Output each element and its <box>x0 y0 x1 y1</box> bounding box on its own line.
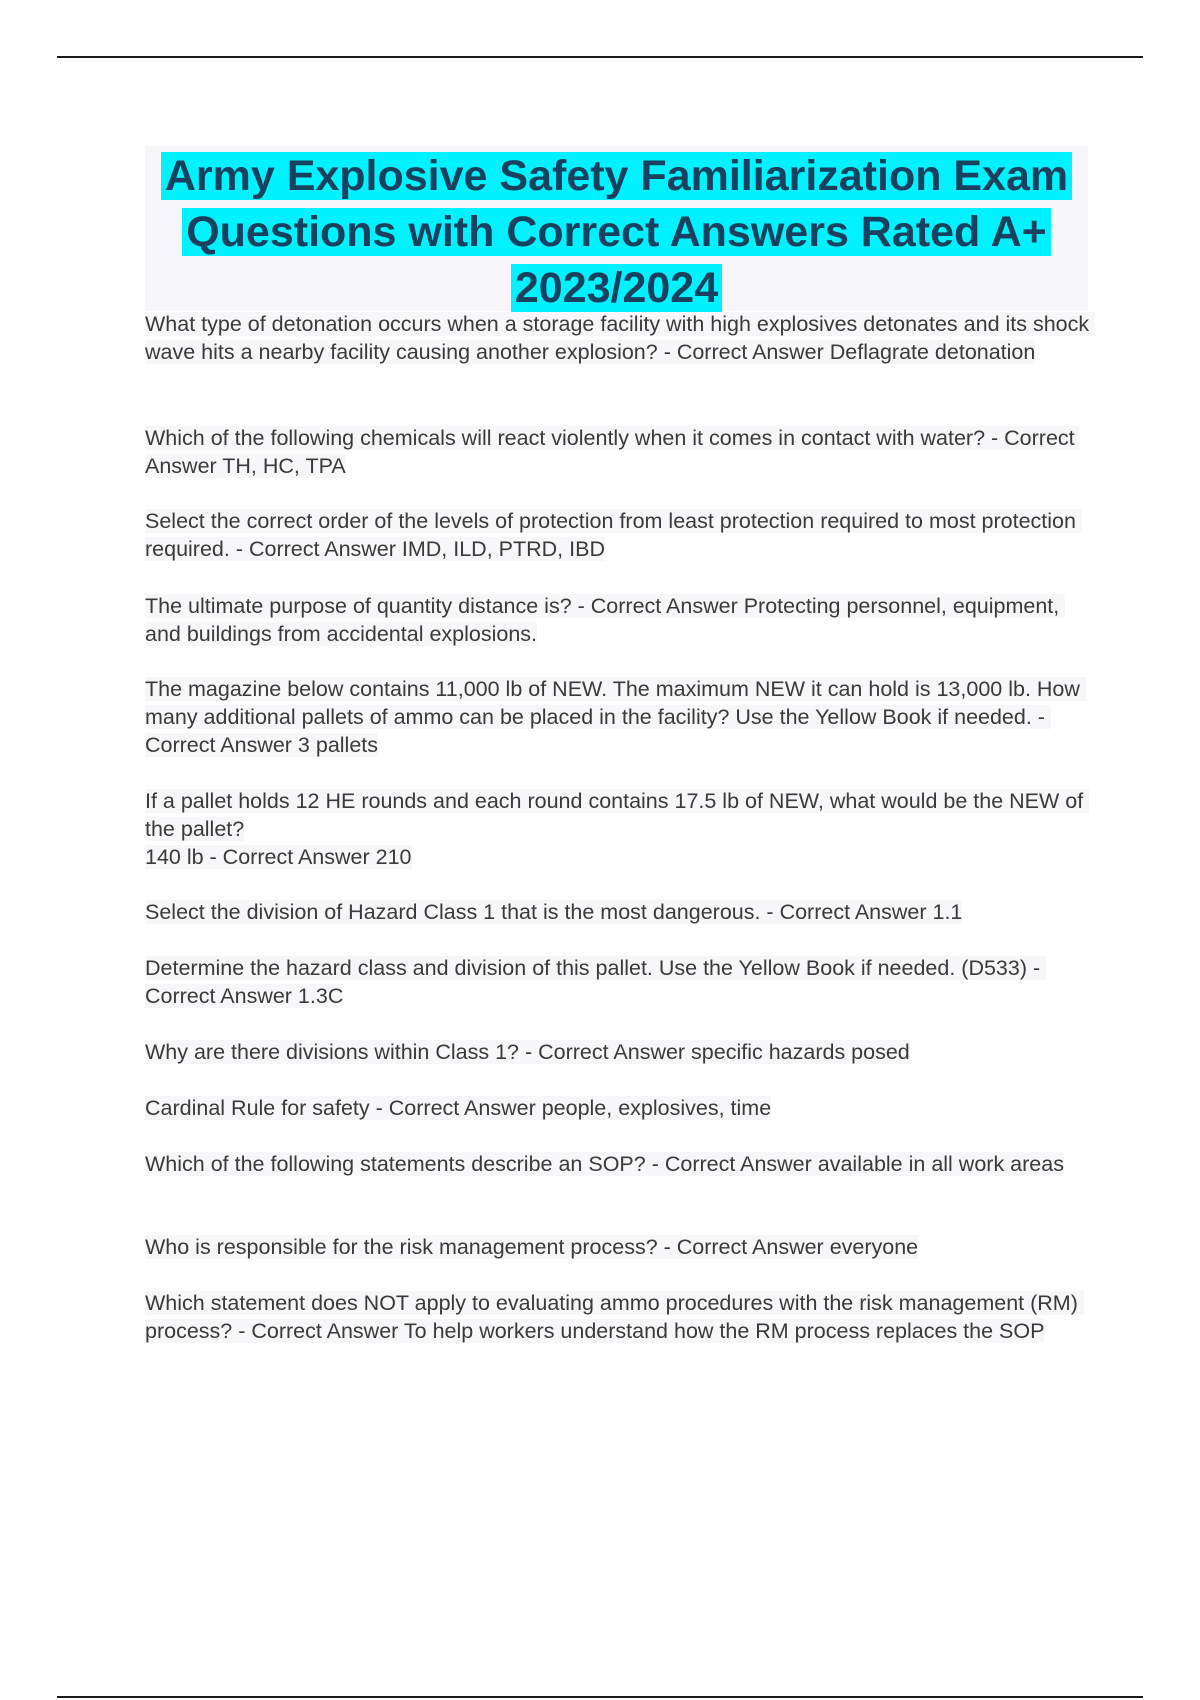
top-rule <box>57 56 1143 58</box>
qa-item-11: Which of the following statements describe an SOP? - Correct Answer available in all work areas <box>145 1152 1064 1176</box>
document-title <box>145 146 1088 316</box>
bottom-rule <box>57 1696 1143 1698</box>
qa-item-12: Who is responsible for the risk management process? - Correct Answer everyone <box>145 1235 919 1259</box>
qa-item-3: Select the correct order of the levels of protection from least protection required to most protection required. - Correct Answer IMD, ILD, PTRD, IBD <box>145 509 1082 561</box>
qa-item-13: Which statement does NOT apply to evaluating ammo procedures with the risk management (RM) process? - Correct Answer To help workers understand how the RM process replaces the SOP <box>145 1291 1084 1343</box>
qa-item-6: If a pallet holds 12 HE rounds and each round contains 17.5 lb of NEW, what would be the NEW of the pallet? 140 lb - Correct Answer 210 <box>145 787 1095 871</box>
qa-item-9: Why are there divisions within Class 1? - Correct Answer specific hazards posed <box>145 1040 910 1064</box>
qa-item-7: Select the division of Hazard Class 1 that is the most dangerous. - Correct Answer 1.1 <box>145 900 963 924</box>
document-title-text: Army Explosive Safety Familiarization Exam Questions with Correct Answers Rated A+ 2023/2024 <box>161 152 1072 312</box>
qa-item-8: Determine the hazard class and division of this pallet. Use the Yellow Book if needed. (D533) - Correct Answer 1.3C <box>145 956 1047 1008</box>
qa-item-4: The ultimate purpose of quantity distance is? - Correct Answer Protecting personnel, equipment, and buildings from accidental explosions. <box>145 594 1066 646</box>
qa-item-1: What type of detonation occurs when a storage facility with high explosives detonates and its shock wave hits a nearby facility causing another explosion? - Correct Answer Deflagrate detonation <box>145 312 1096 364</box>
qa-item-5: The magazine below contains 11,000 lb of NEW. The maximum NEW it can hold is 13,000 lb. How many additional pallets of ammo can be placed in the facility? Use the Yellow Book if needed. - Correct Answer 3 pallets <box>145 677 1086 757</box>
title-block <box>145 146 1088 311</box>
qa-item-10: Cardinal Rule for safety - Correct Answer people, explosives, time <box>145 1096 772 1120</box>
qa-item-2: Which of the following chemicals will react violently when it comes in contact with water? - Correct Answer TH, HC, TPA <box>145 426 1080 478</box>
